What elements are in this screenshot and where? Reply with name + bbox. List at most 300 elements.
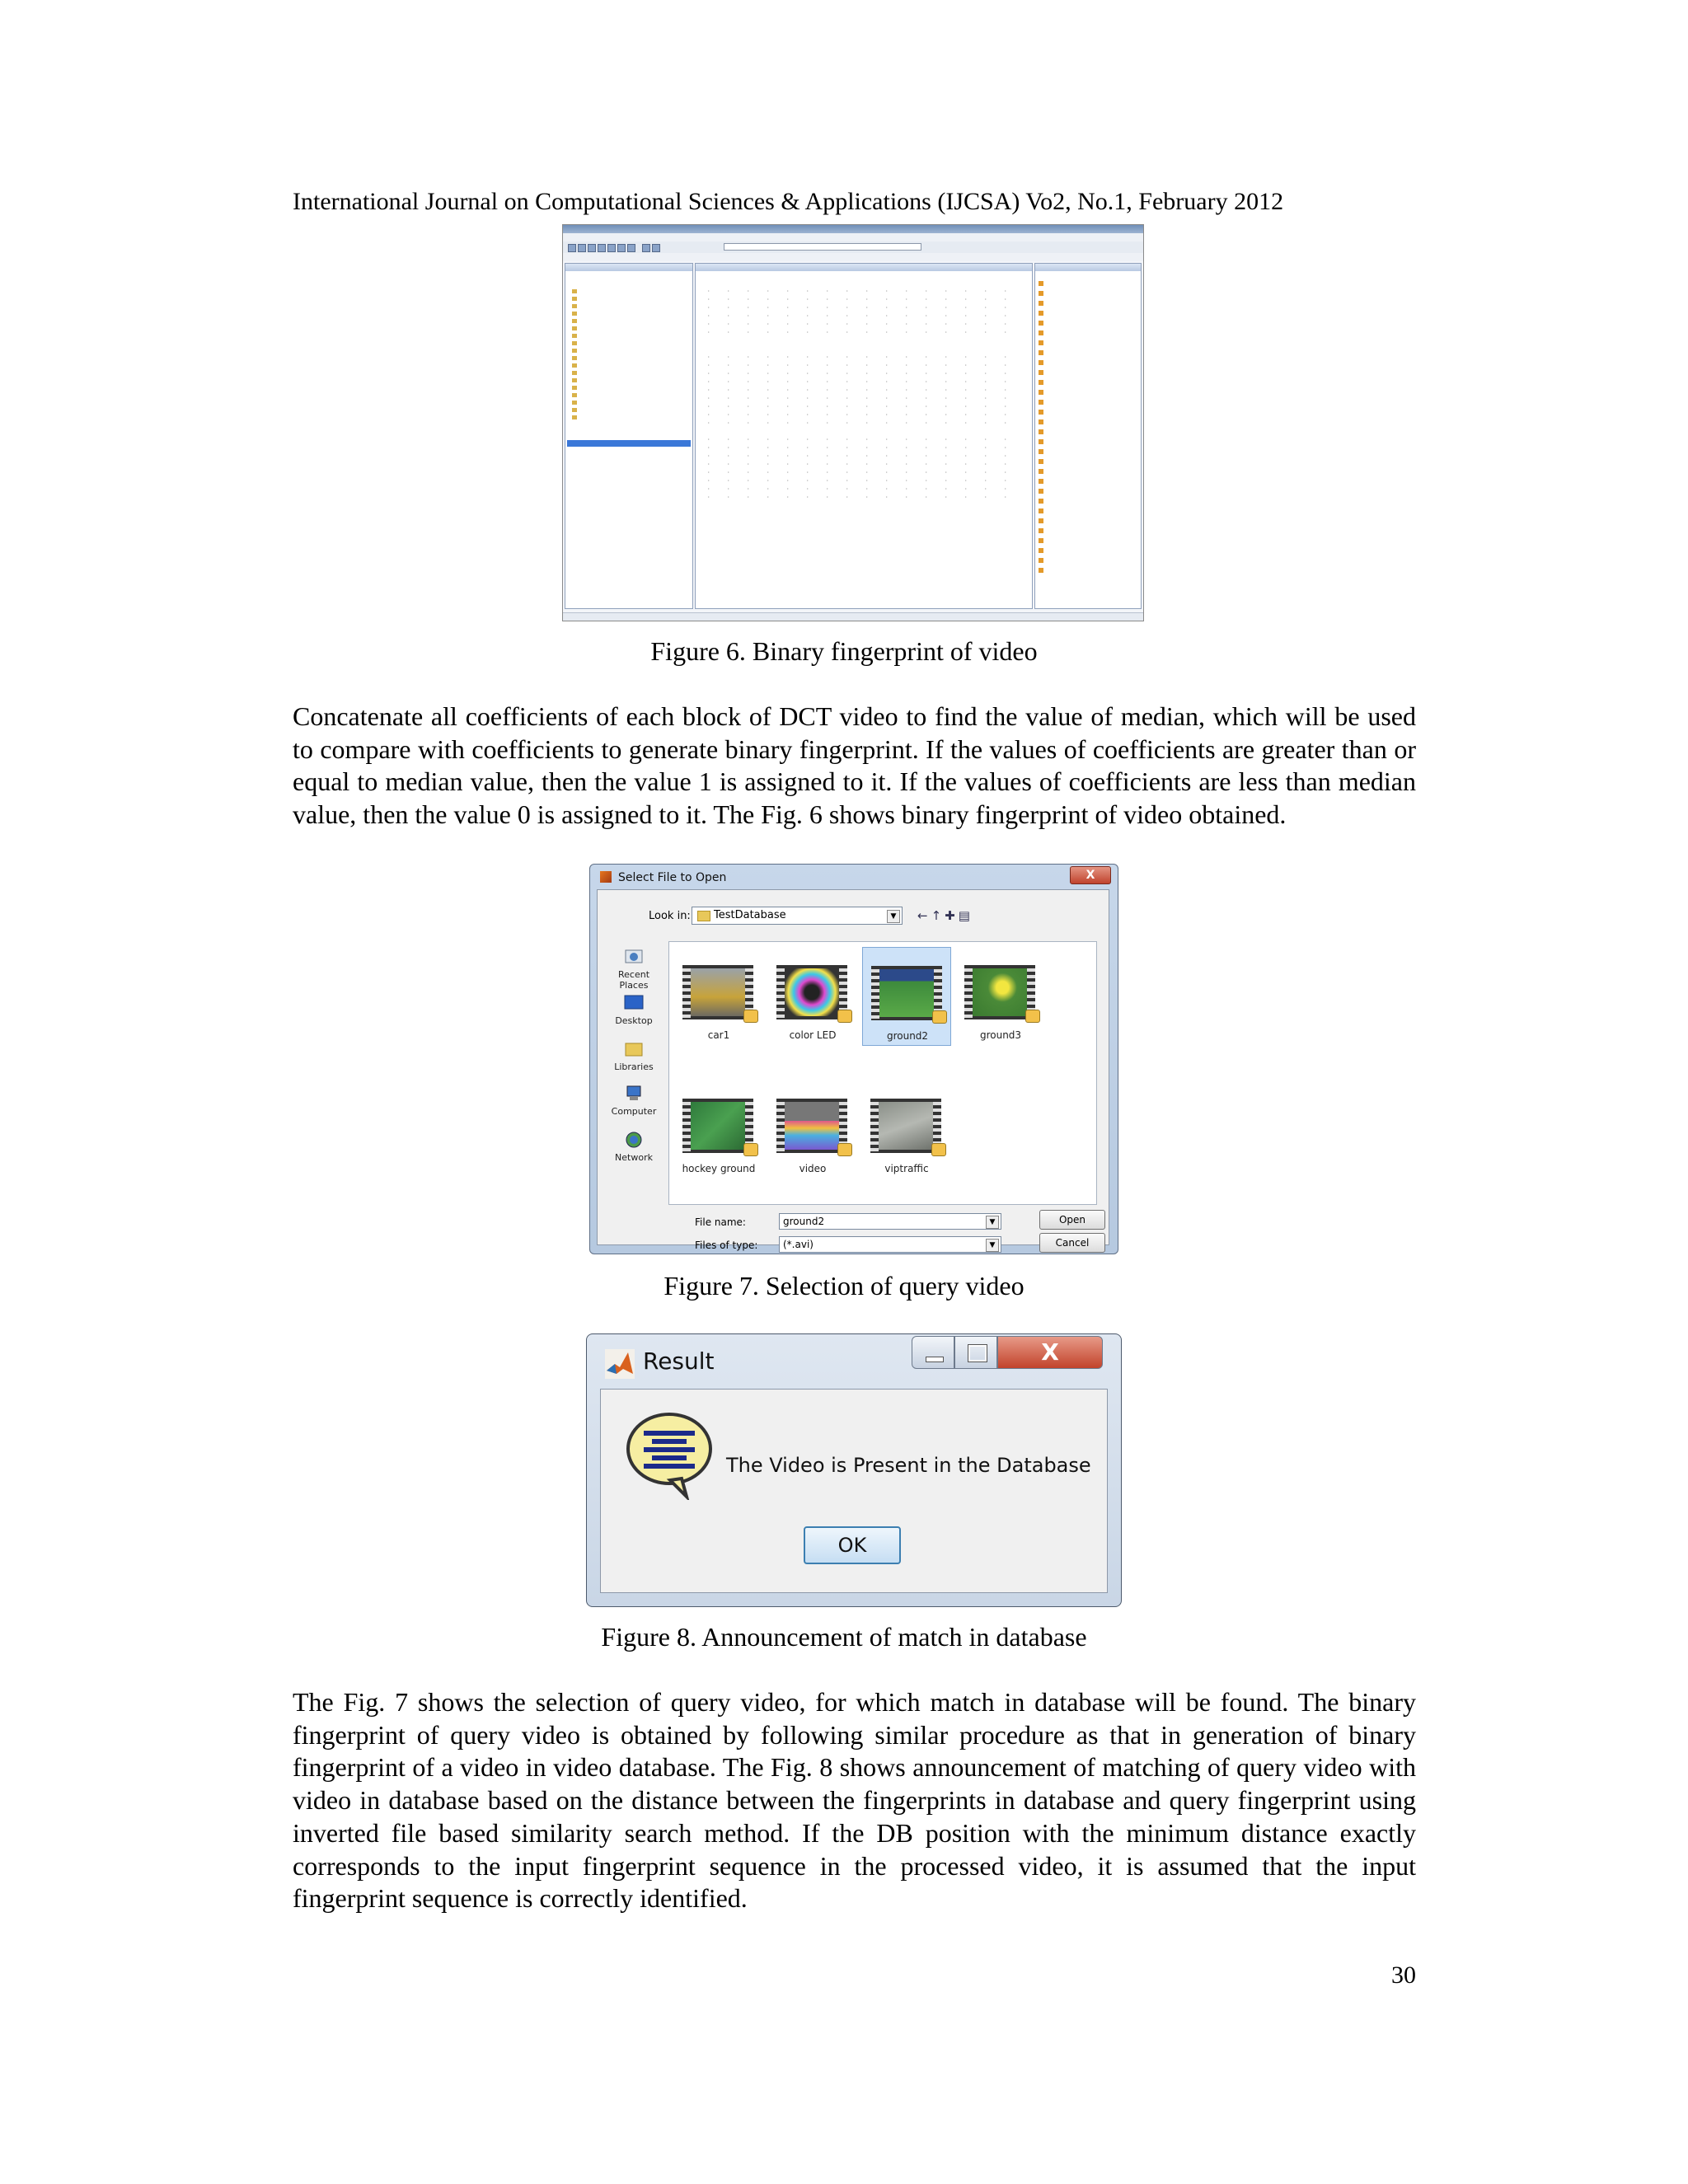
fingerprint-bit: · <box>984 494 987 500</box>
fingerprint-bit: · <box>945 288 948 294</box>
fingerprint-bit: · <box>1004 371 1007 377</box>
workspace-variable-row[interactable] <box>1039 280 1046 287</box>
fingerprint-bit: · <box>905 404 908 410</box>
fingerprint-bit: · <box>905 486 908 492</box>
fingerprint-bit: · <box>945 445 948 451</box>
fingerprint-bit: · <box>806 371 809 377</box>
folder-tree-row[interactable] <box>572 392 579 399</box>
fingerprint-bit: · <box>964 453 968 459</box>
chevron-down-icon[interactable]: ▼ <box>986 1216 999 1229</box>
fingerprint-bit: · <box>964 478 968 484</box>
up-folder-icon[interactable]: ↑ <box>931 908 945 923</box>
folder-tree-row[interactable] <box>572 311 579 317</box>
fingerprint-bit: · <box>865 321 869 327</box>
workspace-variable-row[interactable] <box>1039 567 1046 574</box>
fingerprint-bit: · <box>885 305 889 311</box>
folder-tree-row[interactable] <box>572 370 579 377</box>
fingerprint-bit: · <box>925 330 928 335</box>
file-icon <box>572 393 577 397</box>
fingerprint-bit: · <box>767 288 770 294</box>
variable-icon <box>1039 281 1043 286</box>
fingerprint-bit: · <box>984 330 987 335</box>
workspace-variable-row[interactable] <box>1039 300 1046 307</box>
network-icon <box>622 1131 645 1149</box>
fingerprint-bit: · <box>885 437 889 443</box>
folder-tree-row[interactable] <box>572 296 579 302</box>
folder-tree-row[interactable] <box>572 385 579 391</box>
fingerprint-bit: · <box>885 470 889 476</box>
fingerprint-bit: · <box>984 445 987 451</box>
maximize-button[interactable] <box>954 1336 997 1369</box>
figure-8-caption: Figure 8. Announcement of match in database <box>601 1622 1087 1652</box>
fingerprint-bit: · <box>865 462 869 467</box>
fingerprint-bit: · <box>865 371 869 377</box>
current-folder-panel <box>565 263 693 609</box>
folder-tree-row[interactable] <box>572 415 579 421</box>
workspace-variable-row[interactable] <box>1039 557 1046 564</box>
fingerprint-bit: · <box>905 478 908 484</box>
file-icon <box>572 386 577 390</box>
fingerprint-bit: · <box>885 462 889 467</box>
workspace-variable-row[interactable] <box>1039 429 1046 435</box>
fingerprint-bit: · <box>905 396 908 401</box>
fingerprint-bit: · <box>786 486 790 492</box>
file-icon <box>572 356 577 360</box>
fingerprint-bit: · <box>826 412 829 418</box>
desktop-icon <box>622 994 645 1012</box>
fingerprint-bit: · <box>846 486 849 492</box>
fingerprint-bit: · <box>806 486 809 492</box>
fingerprint-bit: · <box>826 486 829 492</box>
fingerprint-bit: · <box>767 478 770 484</box>
result-dialog-close-button[interactable]: X <box>997 1336 1103 1369</box>
variable-icon <box>1039 419 1043 424</box>
workspace-variable-row[interactable] <box>1039 537 1046 544</box>
fingerprint-bit: · <box>905 453 908 459</box>
fingerprint-bit: · <box>707 412 710 418</box>
fingerprint-bit: · <box>945 470 948 476</box>
fingerprint-bit: · <box>964 486 968 492</box>
file-item-car1[interactable]: car1 <box>674 947 763 1046</box>
minimize-button[interactable] <box>912 1336 954 1369</box>
file-icon <box>572 341 577 345</box>
matlab-status-bar <box>563 612 1143 621</box>
fingerprint-bit: · <box>984 305 987 311</box>
undo-icon <box>617 244 626 252</box>
look-in-dropdown[interactable] <box>692 907 903 925</box>
workspace-variable-row[interactable] <box>1039 349 1046 356</box>
fingerprint-bit: · <box>905 288 908 294</box>
fingerprint-bit: · <box>984 297 987 302</box>
workspace-variable-row[interactable] <box>1039 359 1046 366</box>
workspace-variable-row[interactable] <box>1039 369 1046 376</box>
workspace-variable-row[interactable] <box>1039 527 1046 534</box>
fingerprint-bit: · <box>964 404 968 410</box>
chevron-down-icon[interactable]: ▼ <box>986 1239 999 1252</box>
fingerprint-bit: · <box>945 404 948 410</box>
fingerprint-bit: · <box>786 453 790 459</box>
fingerprint-bit: · <box>945 330 948 335</box>
fingerprint-bit: · <box>846 354 849 360</box>
fingerprint-bit: · <box>964 363 968 368</box>
workspace-variable-row[interactable] <box>1039 547 1046 554</box>
fingerprint-bit: · <box>806 445 809 451</box>
fingerprint-bit: · <box>984 379 987 385</box>
fingerprint-bit: · <box>905 305 908 311</box>
fingerprint-bit: · <box>984 288 987 294</box>
fingerprint-bit: · <box>826 321 829 327</box>
fingerprint-bit: · <box>747 404 750 410</box>
variable-icon <box>1039 380 1043 385</box>
workspace-variable-row[interactable] <box>1039 468 1046 475</box>
variable-icon <box>1039 360 1043 365</box>
fingerprint-bit: · <box>727 363 730 368</box>
file-icon <box>572 319 577 323</box>
fingerprint-bit: · <box>767 453 770 459</box>
workspace-variable-row[interactable] <box>1039 330 1046 336</box>
fingerprint-bit: · <box>806 354 809 360</box>
fingerprint-bit: · <box>786 313 790 319</box>
fingerprint-bit: · <box>727 288 730 294</box>
fingerprint-bit: · <box>945 437 948 443</box>
fingerprint-bit: · <box>1004 387 1007 393</box>
place-computer[interactable]: Computer <box>604 1085 663 1117</box>
fingerprint-bit: · <box>964 387 968 393</box>
file-item-hockey-ground[interactable]: hockey ground <box>674 1080 763 1179</box>
folder-tree-row[interactable] <box>572 318 579 325</box>
variable-icon <box>1039 479 1043 484</box>
workspace-variable-row[interactable] <box>1039 419 1046 425</box>
variable-icon <box>1039 548 1043 553</box>
fingerprint-bit: · <box>767 297 770 302</box>
variable-icon <box>1039 449 1043 454</box>
fingerprint-bit: · <box>964 354 968 360</box>
fingerprint-bit: · <box>865 420 869 426</box>
folder-tree-row[interactable] <box>572 355 579 362</box>
fingerprint-bit: · <box>707 330 710 335</box>
view-menu-icon[interactable]: ▤ <box>958 908 973 923</box>
workspace-variable-row[interactable] <box>1039 438 1046 445</box>
fingerprint-bit: · <box>727 445 730 451</box>
fingerprint-bit: · <box>885 297 889 302</box>
fingerprint-bit: · <box>806 420 809 426</box>
file-icon <box>572 326 577 330</box>
fingerprint-bit: · <box>767 462 770 467</box>
fingerprint-bit: · <box>826 470 829 476</box>
fingerprint-bit: · <box>964 420 968 426</box>
fingerprint-bit: · <box>786 494 790 500</box>
variable-icon <box>1039 439 1043 444</box>
navigation-toolbar <box>917 908 973 923</box>
file-icon <box>572 304 577 308</box>
variable-icon <box>1039 469 1043 474</box>
fingerprint-bit: · <box>826 453 829 459</box>
fingerprint-bit: · <box>747 437 750 443</box>
fingerprint-bit: · <box>846 453 849 459</box>
cancel-button[interactable]: Cancel <box>1039 1233 1105 1253</box>
fingerprint-bit: · <box>806 305 809 311</box>
command-window-header <box>696 264 1032 271</box>
simulink-icon <box>642 244 650 252</box>
variable-icon <box>1039 390 1043 395</box>
fingerprint-bit: · <box>727 305 730 311</box>
fingerprint-bit: · <box>885 354 889 360</box>
fingerprint-bit: · <box>786 437 790 443</box>
fingerprint-bit: · <box>747 371 750 377</box>
fingerprint-bit: · <box>964 462 968 467</box>
fingerprint-bit: · <box>1004 297 1007 302</box>
folder-tree-row[interactable] <box>572 377 579 384</box>
workspace-variable-row[interactable] <box>1039 478 1046 485</box>
fingerprint-bit: · <box>945 494 948 500</box>
fingerprint-bit: · <box>826 445 829 451</box>
fingerprint-bit: · <box>826 354 829 360</box>
fingerprint-bit: · <box>984 404 987 410</box>
place-desktop[interactable]: Desktop <box>604 994 663 1026</box>
fingerprint-bit: · <box>747 387 750 393</box>
folder-tree-row[interactable] <box>572 363 579 369</box>
fingerprint-bit: · <box>747 445 750 451</box>
fingerprint-bit: · <box>747 330 750 335</box>
folder-tree-row[interactable] <box>572 303 579 310</box>
fingerprint-bit: · <box>885 412 889 418</box>
fingerprint-bit: · <box>925 396 928 401</box>
fingerprint-bit: · <box>885 404 889 410</box>
fingerprint-bit: · <box>846 494 849 500</box>
workspace-variable-row[interactable] <box>1039 448 1046 455</box>
workspace-variable-row[interactable] <box>1039 290 1046 297</box>
fingerprint-bit: · <box>964 494 968 500</box>
fingerprint-bit: · <box>826 305 829 311</box>
fingerprint-bit: · <box>727 404 730 410</box>
fingerprint-bit: · <box>865 404 869 410</box>
workspace-variable-row[interactable] <box>1039 409 1046 415</box>
files-of-type-label: Files of type: <box>695 1240 758 1251</box>
fingerprint-bit: · <box>767 404 770 410</box>
fingerprint-bit: · <box>945 486 948 492</box>
fingerprint-bit: · <box>964 396 968 401</box>
command-window-panel <box>695 263 1033 609</box>
fingerprint-bit: · <box>905 387 908 393</box>
fingerprint-bit: · <box>747 486 750 492</box>
figure-6-caption: Figure 6. Binary fingerprint of video <box>650 636 1038 666</box>
shortcuts-bar <box>563 253 1143 261</box>
figure-6-matlab-screenshot <box>562 224 1144 621</box>
workspace-variable-row[interactable] <box>1039 498 1046 504</box>
fingerprint-bit: · <box>727 437 730 443</box>
matlab-badge-icon <box>837 1010 852 1023</box>
fingerprint-bit: · <box>984 478 987 484</box>
fingerprint-bit: · <box>786 321 790 327</box>
folder-tree-row[interactable] <box>572 333 579 340</box>
fingerprint-bit: · <box>925 404 928 410</box>
folder-tree-row[interactable] <box>572 348 579 354</box>
fingerprint-bit: · <box>905 379 908 385</box>
file-dialog-title: Select File to Open <box>618 871 727 884</box>
file-item-ground2[interactable]: ground2 <box>862 947 951 1046</box>
fingerprint-bit: · <box>925 288 928 294</box>
look-in-value: TestDatabase <box>714 909 786 921</box>
workspace-variable-row[interactable] <box>1039 310 1046 316</box>
variable-icon <box>1039 410 1043 415</box>
help-icon <box>652 244 660 252</box>
variable-icon <box>1039 301 1043 306</box>
ok-button[interactable]: OK <box>804 1526 901 1564</box>
place-libraries[interactable]: Libraries <box>604 1040 663 1072</box>
fingerprint-bit: · <box>707 478 710 484</box>
fingerprint-bit: · <box>767 437 770 443</box>
workspace-variable-row[interactable] <box>1039 458 1046 465</box>
fingerprint-bit: · <box>925 412 928 418</box>
fingerprint-bit: · <box>945 297 948 302</box>
fingerprint-bit: · <box>885 396 889 401</box>
fingerprint-bit: · <box>984 313 987 319</box>
workspace-variable-row[interactable] <box>1039 399 1046 405</box>
variable-icon <box>1039 568 1043 573</box>
fingerprint-bit: · <box>767 363 770 368</box>
fingerprint-bit: · <box>865 412 869 418</box>
fingerprint-bit: · <box>925 420 928 426</box>
variable-icon <box>1039 538 1043 543</box>
fingerprint-bit: · <box>747 288 750 294</box>
fingerprint-bit: · <box>865 478 869 484</box>
file-item-color-led[interactable]: color LED <box>768 947 857 1046</box>
cut-icon <box>588 244 596 252</box>
folder-tree-row[interactable] <box>572 288 579 295</box>
fingerprint-bit: · <box>846 445 849 451</box>
fingerprint-bit: · <box>865 396 869 401</box>
back-arrow-icon[interactable]: ← <box>917 908 931 923</box>
fingerprint-bit: · <box>964 321 968 327</box>
result-dialog-body <box>600 1389 1108 1593</box>
workspace-variable-row[interactable] <box>1039 320 1046 326</box>
file-dialog-close-button[interactable]: X <box>1070 866 1111 884</box>
fingerprint-bit: · <box>786 404 790 410</box>
fingerprint-bit: · <box>786 462 790 467</box>
fingerprint-bit: · <box>1004 330 1007 335</box>
fingerprint-bit: · <box>905 462 908 467</box>
fingerprint-bit: · <box>846 478 849 484</box>
folder-icon <box>697 911 710 921</box>
workspace-variable-row[interactable] <box>1039 508 1046 514</box>
folder-tree-row[interactable] <box>572 400 579 406</box>
fingerprint-bit: · <box>806 363 809 368</box>
file-item-ground3[interactable]: ground3 <box>956 947 1045 1046</box>
fingerprint-bit: · <box>905 420 908 426</box>
redo-icon <box>627 244 635 252</box>
variable-icon <box>1039 429 1043 434</box>
workspace-variable-row[interactable] <box>1039 340 1046 346</box>
look-in-label: Look in: <box>649 910 691 922</box>
fingerprint-bit: · <box>727 396 730 401</box>
fingerprint-bit: · <box>747 354 750 360</box>
file-name-field[interactable] <box>779 1213 1001 1230</box>
fingerprint-bit: · <box>707 470 710 476</box>
file-icon <box>572 334 577 338</box>
fingerprint-bit: · <box>826 396 829 401</box>
fingerprint-bit: · <box>984 321 987 327</box>
fingerprint-bit: · <box>747 379 750 385</box>
fingerprint-bit: · <box>925 387 928 393</box>
place-network[interactable]: Network <box>604 1131 663 1163</box>
fingerprint-bit: · <box>885 330 889 335</box>
fingerprint-bit: · <box>727 379 730 385</box>
new-folder-icon[interactable]: ✚ <box>945 908 959 923</box>
workspace-variable-row[interactable] <box>1039 379 1046 386</box>
fingerprint-bit: · <box>1004 305 1007 311</box>
workspace-variable-row[interactable] <box>1039 518 1046 524</box>
fingerprint-bit: · <box>767 486 770 492</box>
fingerprint-bit: · <box>826 371 829 377</box>
fingerprint-bit: · <box>846 288 849 294</box>
fingerprint-bit: · <box>865 470 869 476</box>
fingerprint-bit: · <box>865 379 869 385</box>
fingerprint-bit: · <box>984 387 987 393</box>
files-of-type-select[interactable] <box>779 1236 1001 1253</box>
file-item-video[interactable]: video <box>768 1080 857 1179</box>
fingerprint-bit: · <box>747 313 750 319</box>
fingerprint-bit: · <box>806 330 809 335</box>
fingerprint-bit: · <box>727 313 730 319</box>
fingerprint-bit: · <box>806 404 809 410</box>
file-item-viptraffic[interactable]: viptraffic <box>862 1080 951 1179</box>
variable-icon <box>1039 558 1043 563</box>
file-name-label: File name: <box>695 1216 746 1228</box>
fingerprint-bit: · <box>747 470 750 476</box>
fingerprint-bit: · <box>826 330 829 335</box>
fingerprint-bit: · <box>806 412 809 418</box>
fingerprint-bit: · <box>1004 288 1007 294</box>
fingerprint-bit: · <box>905 363 908 368</box>
fingerprint-bit: · <box>826 437 829 443</box>
fingerprint-bit: · <box>767 321 770 327</box>
fingerprint-bit: · <box>1004 470 1007 476</box>
open-button[interactable]: Open <box>1039 1210 1105 1230</box>
fingerprint-bit: · <box>767 445 770 451</box>
fingerprint-bit: · <box>945 313 948 319</box>
variable-icon <box>1039 509 1043 513</box>
workspace-variable-row[interactable] <box>1039 488 1046 494</box>
matlab-logo-icon <box>605 1349 635 1379</box>
fingerprint-bit: · <box>727 453 730 459</box>
folder-tree-row[interactable] <box>572 326 579 332</box>
fingerprint-bit: · <box>707 363 710 368</box>
fingerprint-bit: · <box>786 288 790 294</box>
fingerprint-bit: · <box>707 387 710 393</box>
place-recent-places[interactable]: Recent Places <box>604 948 663 991</box>
figure-7-caption: Figure 7. Selection of query video <box>663 1271 1025 1301</box>
fingerprint-bit: · <box>786 412 790 418</box>
fingerprint-bit: · <box>747 305 750 311</box>
chevron-down-icon[interactable]: ▼ <box>887 910 900 923</box>
fingerprint-bit: · <box>767 371 770 377</box>
fingerprint-bit: · <box>786 379 790 385</box>
fingerprint-bit: · <box>925 470 928 476</box>
fingerprint-bit: · <box>747 453 750 459</box>
folder-tree-row[interactable] <box>572 340 579 347</box>
fingerprint-bit: · <box>905 313 908 319</box>
workspace-variable-row[interactable] <box>1039 389 1046 396</box>
folder-tree-row[interactable] <box>572 407 579 414</box>
fingerprint-bit: · <box>865 437 869 443</box>
fingerprint-bit: · <box>925 354 928 360</box>
fingerprint-bit: · <box>984 486 987 492</box>
fingerprint-bit: · <box>707 379 710 385</box>
fingerprint-bit: · <box>925 478 928 484</box>
variable-icon <box>1039 400 1043 405</box>
fingerprint-bit: · <box>945 412 948 418</box>
fingerprint-bit: · <box>964 297 968 302</box>
